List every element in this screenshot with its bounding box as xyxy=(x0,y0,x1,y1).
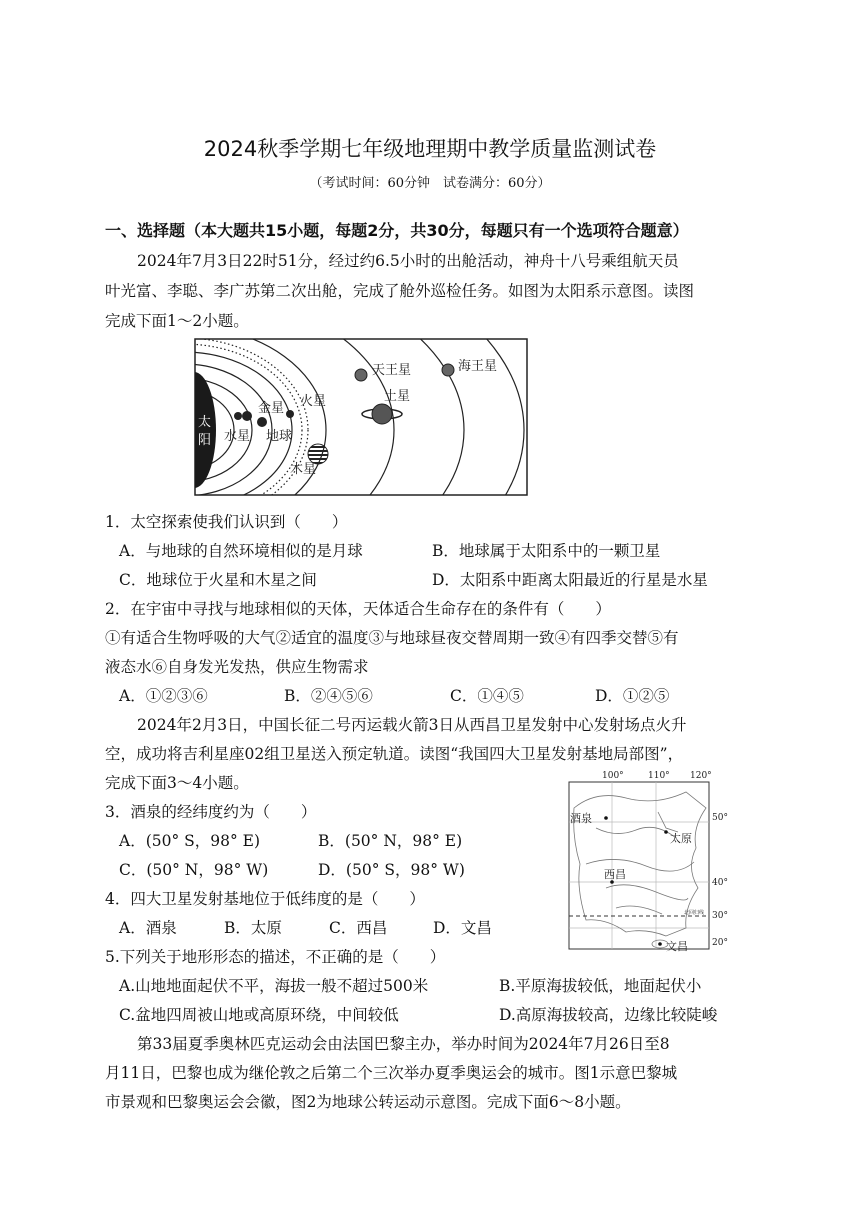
q2-option-a: A．①②③⑥ xyxy=(119,687,208,705)
q3-option-b: B．(50° N，98° E) xyxy=(318,832,463,850)
mercury-dot xyxy=(234,412,242,420)
taiyuan-dot xyxy=(664,830,668,834)
launch-site-map xyxy=(566,768,728,953)
passage-line: 2024年2月3日，中国长征二号丙运载火箭3日从西昌卫星发射中心发射场点火升 xyxy=(137,716,687,734)
q5-option-c: C.盆地四周被山地或高原环绕，中间较低 xyxy=(119,1006,399,1024)
lat-30-label: 30° xyxy=(712,911,728,921)
section-heading: 一、选择题（本大题共15小题，每题2分，共30分，每题只有一个选项符合题意） xyxy=(105,221,689,240)
jupiter-dot xyxy=(308,444,328,464)
lat-40-label: 40° xyxy=(712,878,728,888)
venus-dot xyxy=(242,411,252,421)
q3-option-d: D．(50° S，98° W) xyxy=(318,861,465,879)
passage-line: 2024年7月3日22时51分，经过约6.5小时的出舱活动，神舟十八号乘组航天员 xyxy=(137,252,679,270)
question-4-stem: 4．四大卫星发射基地位于低纬度的是（ ） xyxy=(105,890,425,908)
q4-option-b: B．太原 xyxy=(224,919,282,937)
taiyuan-label: 太原 xyxy=(670,832,692,845)
uranus-dot xyxy=(355,369,367,381)
passage-line: 完成下面1～2小题。 xyxy=(105,312,249,330)
question-3-stem: 3．酒泉的经纬度约为（ ） xyxy=(105,803,317,821)
q5-option-a: A.山地地面起伏不平，海拔一般不超过500米 xyxy=(119,977,429,995)
jiuquan-dot xyxy=(604,816,608,820)
sun-label: 太 xyxy=(198,415,212,430)
passage-line: 叶光富、李聪、李广苏第二次出舱，完成了舱外巡检任务。如图为太阳系示意图。读图 xyxy=(105,282,695,300)
exam-title: 2024秋季学期七年级地理期中教学质量监测试卷 xyxy=(203,137,657,161)
lon-100-label: 100° xyxy=(602,771,624,781)
q1-option-d: D．太阳系中距离太阳最近的行星是水星 xyxy=(432,571,708,589)
mars-dot xyxy=(286,410,294,418)
q3-option-c: C．(50° N，98° W) xyxy=(119,861,269,879)
earth-dot xyxy=(257,417,267,427)
uranus-label: 天王星 xyxy=(372,363,412,378)
mercury-label: 水星 xyxy=(224,429,251,444)
mars-label: 火星 xyxy=(300,394,327,409)
q2-conditions-line: ①有适合生物呼吸的大气②适宜的温度③与地球昼夜交替周期一致④有四季交替⑤有 xyxy=(105,629,679,647)
saturn-dot xyxy=(372,404,392,424)
q2-conditions-line: 液态水⑥自身发光发热，供应生物需求 xyxy=(105,658,369,676)
saturn-label: 土星 xyxy=(384,389,411,404)
passage-line: 第33届夏季奥林匹克运动会由法国巴黎主办，举办时间为2024年7月26日至8 xyxy=(137,1035,670,1053)
q5-option-d: D.高原海拔较高，边缘比较陡峻 xyxy=(499,1006,718,1024)
q4-option-a: A．酒泉 xyxy=(119,919,177,937)
lat-20-label: 20° xyxy=(712,938,728,948)
lon-110-label: 110° xyxy=(648,771,670,781)
q4-option-c: C．西昌 xyxy=(329,919,388,937)
q1-option-b: B．地球属于太阳系中的一颗卫星 xyxy=(432,542,661,560)
jiuquan-label: 酒泉 xyxy=(570,812,592,825)
passage-line: 月11日，巴黎也成为继伦敦之后第二个三次举办夏季奥运会的城市。图1示意巴黎城 xyxy=(105,1064,678,1082)
neptune-dot xyxy=(442,364,454,376)
jupiter-label: 木星 xyxy=(290,462,317,477)
passage-line: 市景观和巴黎奥运会会徽，图2为地球公转运动示意图。完成下面6～8小题。 xyxy=(105,1093,631,1111)
q5-option-b: B.平原海拔较低，地面起伏小 xyxy=(499,977,702,995)
q1-option-a: A．与地球的自然环境相似的是月球 xyxy=(119,542,363,560)
lat-50-label: 50° xyxy=(712,813,728,823)
sun-shape xyxy=(172,372,216,488)
question-1-stem: 1．太空探索使我们认识到（ ） xyxy=(105,513,348,531)
question-2-stem: 2．在宇宙中寻找与地球相似的天体，天体适合生命存在的条件有（ ） xyxy=(105,600,611,618)
xichang-label: 西昌 xyxy=(604,868,626,881)
solar-system-figure xyxy=(194,338,528,496)
wenchang-dot xyxy=(658,942,662,946)
earth-label: 地球 xyxy=(266,429,293,444)
exam-subtitle: （考试时间：60分钟 试卷满分：60分） xyxy=(309,176,551,191)
lon-120-label: 120° xyxy=(690,771,712,781)
sun-label: 阳 xyxy=(198,433,212,448)
q4-option-d: D．文昌 xyxy=(433,919,492,937)
tropic-label: 北回归线 xyxy=(684,910,705,916)
q2-option-d: D．①②⑤ xyxy=(595,687,670,705)
wenchang-label: 文昌 xyxy=(666,940,688,953)
q2-option-b: B．②④⑤⑥ xyxy=(284,687,373,705)
q2-option-c: C．①④⑤ xyxy=(450,687,524,705)
q1-option-c: C．地球位于火星和木星之间 xyxy=(119,571,317,589)
passage-line: 空，成功将吉利星座02组卫星送入预定轨道。读图“我国四大卫星发射基地局部图”， xyxy=(105,745,684,763)
neptune-label: 海王星 xyxy=(458,359,498,374)
question-5-stem: 5.下列关于地形形态的描述，不正确的是（ ） xyxy=(105,948,446,966)
q3-option-a: A．(50° S，98° E) xyxy=(119,832,261,850)
passage-line: 完成下面3～4小题。 xyxy=(105,774,249,792)
venus-label: 金星 xyxy=(258,401,285,416)
